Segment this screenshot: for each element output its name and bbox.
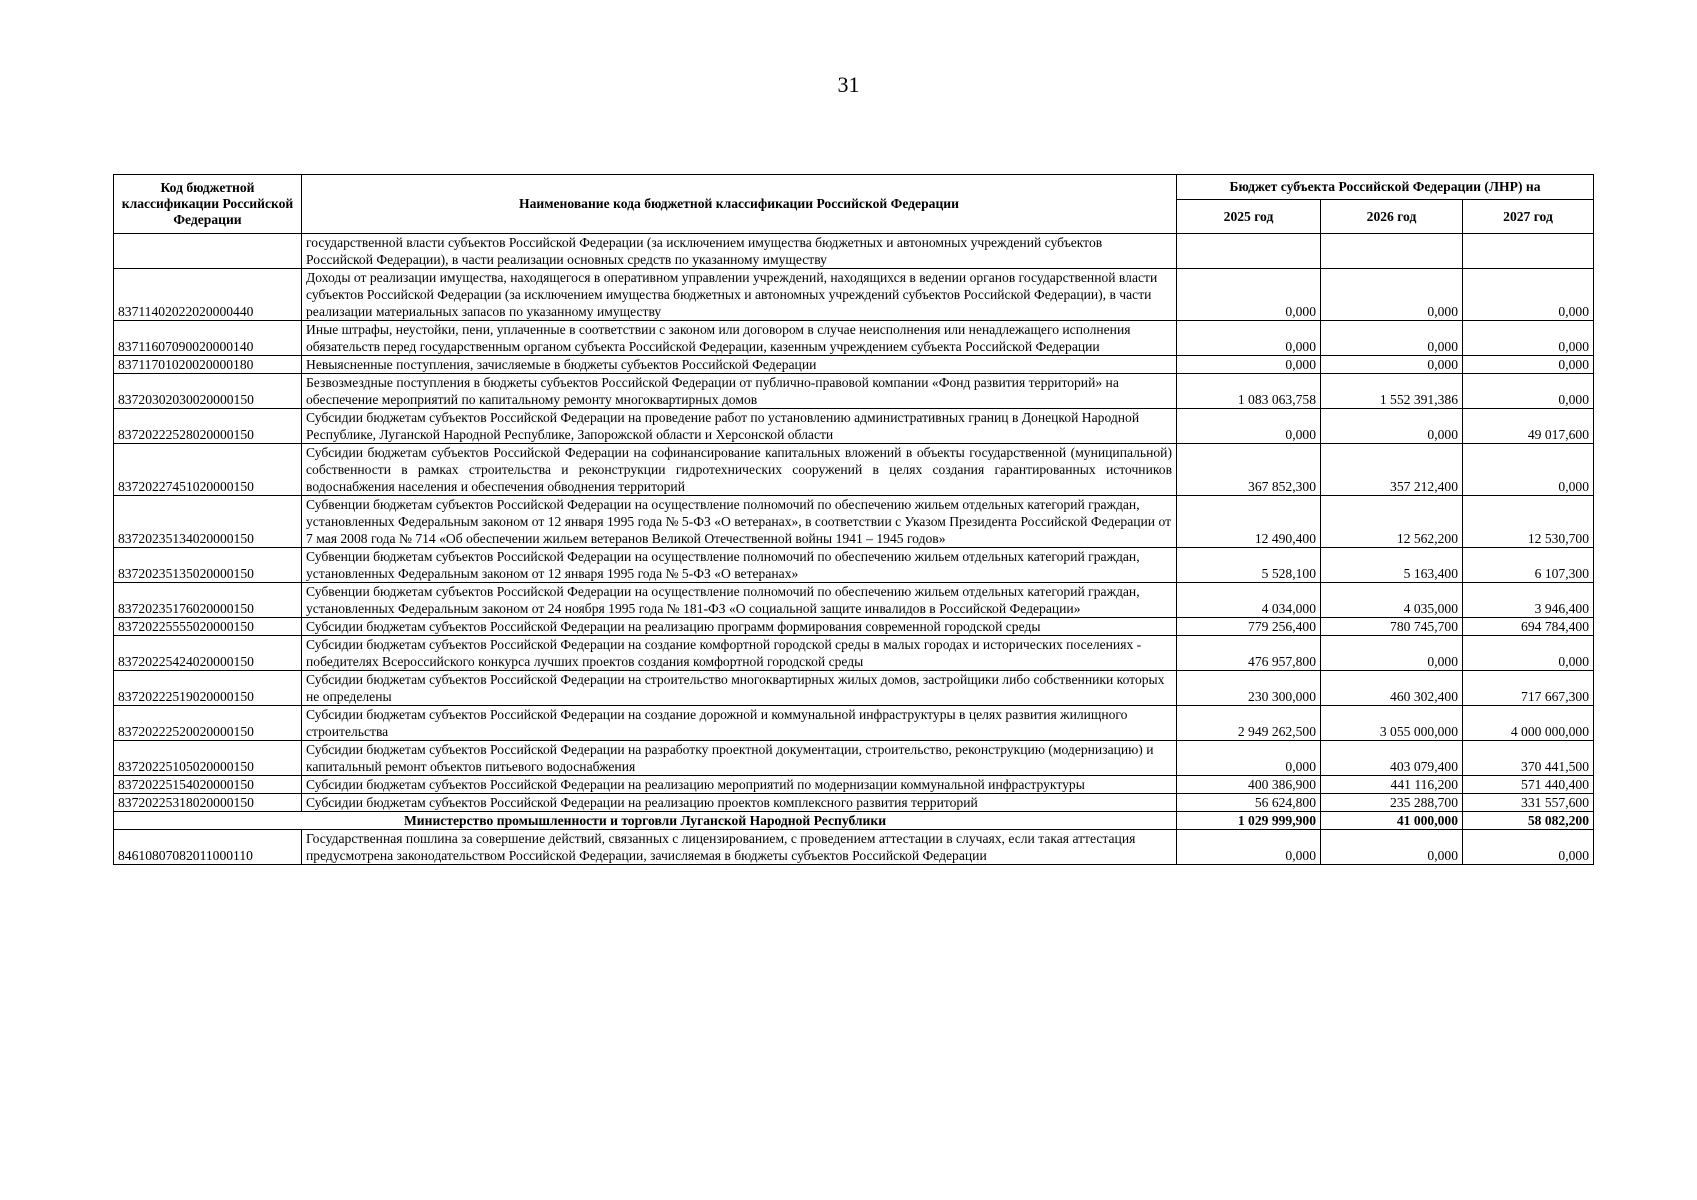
amount-2026-cell: 403 079,400 — [1321, 741, 1463, 776]
amount-2025-cell: 367 852,300 — [1177, 444, 1321, 496]
amount-2027-cell: 6 107,300 — [1463, 548, 1594, 583]
code-name-cell: Субсидии бюджетам субъектов Российской Федерации на создание комфортной городской среды в малых городах и исторических поселениях - победителях Всероссийского конкурса лучших проектов создания комфортной городской среды — [302, 636, 1177, 671]
amount-2026-cell: 460 302,400 — [1321, 671, 1463, 706]
amount-2026-cell: 780 745,700 — [1321, 618, 1463, 636]
code-name-cell: Невыясненные поступления, зачисляемые в бюджеты субъектов Российской Федерации — [302, 356, 1177, 374]
table-row — [114, 496, 1594, 548]
table-row — [114, 548, 1594, 583]
amount-2026-cell: 235 288,700 — [1321, 794, 1463, 812]
amount-2025-cell: 0,000 — [1177, 269, 1321, 321]
table-row — [114, 671, 1594, 706]
code-name-cell: Субсидии бюджетам субъектов Российской Федерации на разработку проектной документации, строительство, реконструкцию (модернизацию) и капитальный ремонт объектов питьевого водоснабжения — [302, 741, 1177, 776]
amount-2027-cell: 0,000 — [1463, 374, 1594, 409]
budget-code-cell: 83720227451020000150 — [114, 444, 302, 496]
budget-code-cell: 84610807082011000110 — [114, 830, 302, 865]
amount-2027-cell: 694 784,400 — [1463, 618, 1594, 636]
table-row — [114, 776, 1594, 794]
table-row — [114, 356, 1594, 374]
amount-2027-cell: 370 441,500 — [1463, 741, 1594, 776]
budget-code-cell: 83711607090020000140 — [114, 321, 302, 356]
budget-code-cell: 83720225105020000150 — [114, 741, 302, 776]
amount-2027-cell: 571 440,400 — [1463, 776, 1594, 794]
section-total-row — [114, 812, 1594, 830]
code-name-cell: Субсидии бюджетам субъектов Российской Федерации на проведение работ по установлению административных границ в Донецкой Народной Республике, Луганской Народной Республике, Запорожской области и Херсонской области — [302, 409, 1177, 444]
budget-code-cell — [114, 234, 302, 269]
code-name-cell: Безвозмездные поступления в бюджеты субъектов Российской Федерации от публично-правовой компании «Фонд развития территорий» на обеспечение мероприятий по капитальному ремонту многоквартирных домов — [302, 374, 1177, 409]
amount-2026-cell: 1 552 391,386 — [1321, 374, 1463, 409]
header-year-2025: 2025 год — [1177, 200, 1321, 234]
budget-code-cell: 83720222519020000150 — [114, 671, 302, 706]
table-row — [114, 583, 1594, 618]
table-row — [114, 409, 1594, 444]
amount-2027-cell: 4 000 000,000 — [1463, 706, 1594, 741]
amount-2025-cell: 1 029 999,900 — [1177, 812, 1321, 830]
budget-code-cell: 83711402022020000440 — [114, 269, 302, 321]
budget-code-cell: 83720302030020000150 — [114, 374, 302, 409]
header-name: Наименование кода бюджетной классификации Российской Федерации — [302, 175, 1177, 234]
code-name-cell: Субсидии бюджетам субъектов Российской Федерации на реализацию мероприятий по модернизации коммунальной инфраструктуры — [302, 776, 1177, 794]
budget-code-cell: 83720235134020000150 — [114, 496, 302, 548]
amount-2025-cell: 56 624,800 — [1177, 794, 1321, 812]
code-name-cell: Субвенции бюджетам субъектов Российской Федерации на осуществление полномочий по обеспечению жильем отдельных категорий граждан, установленных Федеральным законом от 24 ноября 1995 года № 181-ФЗ «О социальной защите инвалидов в Российской Федерации» — [302, 583, 1177, 618]
table-row — [114, 636, 1594, 671]
amount-2027-cell: 0,000 — [1463, 269, 1594, 321]
amount-2027-cell: 12 530,700 — [1463, 496, 1594, 548]
table-row — [114, 444, 1594, 496]
amount-2025-cell: 0,000 — [1177, 741, 1321, 776]
amount-2026-cell: 0,000 — [1321, 409, 1463, 444]
code-name-cell: Иные штрафы, неустойки, пени, уплаченные в соответствии с законом или договором в случае неисполнения или ненадлежащего исполнения обязательств перед государственным органом субъекта Российской Федерации, казенным учреждением субъекта Российской Федерации — [302, 321, 1177, 356]
code-name-cell: Субвенции бюджетам субъектов Российской Федерации на осуществление полномочий по обеспечению жильем отдельных категорий граждан, установленных Федеральным законом от 12 января 1995 года № 5-ФЗ «О ветеранах» — [302, 548, 1177, 583]
amount-2025-cell: 1 083 063,758 — [1177, 374, 1321, 409]
budget-code-cell: 83720235135020000150 — [114, 548, 302, 583]
amount-2025-cell: 0,000 — [1177, 356, 1321, 374]
page-number: 31 — [837, 72, 860, 97]
budget-code-cell: 83720222528020000150 — [114, 409, 302, 444]
code-name-cell: Субсидии бюджетам субъектов Российской Федерации на реализацию программ формирования современной городской среды — [302, 618, 1177, 636]
budget-code-cell: 83720225555020000150 — [114, 618, 302, 636]
code-name-cell: Доходы от реализации имущества, находящегося в оперативном управлении учреждений, находящихся в ведении органов государственной власти субъектов Российской Федерации (за исключением имущества бюджетных и автономных учреждений субъектов Российской Федерации), в части реализации материальных запасов по указанному имуществу — [302, 269, 1177, 321]
header-year-2026: 2026 год — [1321, 200, 1463, 234]
section-title: Министерство промышленности и торговли Луганской Народной Республики — [114, 812, 1177, 830]
amount-2025-cell: 0,000 — [1177, 409, 1321, 444]
amount-2027-cell: 0,000 — [1463, 321, 1594, 356]
amount-2026-cell: 441 116,200 — [1321, 776, 1463, 794]
table-row — [114, 706, 1594, 741]
amount-2026-cell: 0,000 — [1321, 269, 1463, 321]
amount-2025-cell: 400 386,900 — [1177, 776, 1321, 794]
amount-2027-cell: 49 017,600 — [1463, 409, 1594, 444]
code-name-cell: государственной власти субъектов Российской Федерации (за исключением имущества бюджетных и автономных учреждений субъектов Российской Федерации), в части реализации основных средств по указанному имуществу — [302, 234, 1177, 269]
amount-2026-cell: 3 055 000,000 — [1321, 706, 1463, 741]
amount-2027-cell: 58 082,200 — [1463, 812, 1594, 830]
table-row — [114, 794, 1594, 812]
budget-code-cell: 83711701020020000180 — [114, 356, 302, 374]
amount-2027-cell: 0,000 — [1463, 444, 1594, 496]
amount-2027-cell: 0,000 — [1463, 830, 1594, 865]
amount-2025-cell: 0,000 — [1177, 830, 1321, 865]
header-year-2027: 2027 год — [1463, 200, 1594, 234]
code-name-cell: Государственная пошлина за совершение действий, связанных с лицензированием, с проведением аттестации в случаях, если такая аттестация предусмотрена законодательством Российской Федерации, зачисляемая в бюджеты субъектов Российской Федерации — [302, 830, 1177, 865]
amount-2025-cell: 779 256,400 — [1177, 618, 1321, 636]
amount-2026-cell: 0,000 — [1321, 321, 1463, 356]
table-row — [114, 830, 1594, 865]
header-code: Код бюджетной классификации Российской Федерации — [114, 175, 302, 234]
budget-code-cell: 83720235176020000150 — [114, 583, 302, 618]
amount-2026-cell — [1321, 234, 1463, 269]
table-row — [114, 618, 1594, 636]
budget-code-cell: 83720225318020000150 — [114, 794, 302, 812]
code-name-cell: Субсидии бюджетам субъектов Российской Федерации на софинансирование капитальных вложений в объекты государственной (муниципальной) собственности в рамках строительства и реконструкции гидротехнических сооружений в целях создания гарантированных источников водоснабжения населения и обеспечения обводнения территорий — [302, 444, 1177, 496]
amount-2027-cell: 0,000 — [1463, 356, 1594, 374]
table-row — [114, 321, 1594, 356]
budget-code-cell: 83720225154020000150 — [114, 776, 302, 794]
amount-2025-cell: 476 957,800 — [1177, 636, 1321, 671]
code-name-cell: Субсидии бюджетам субъектов Российской Федерации на создание дорожной и коммунальной инфраструктуры в целях развития жилищного строительства — [302, 706, 1177, 741]
amount-2026-cell: 12 562,200 — [1321, 496, 1463, 548]
header-budget: Бюджет субъекта Российской Федерации (ЛНР) на — [1177, 175, 1594, 200]
amount-2026-cell: 4 035,000 — [1321, 583, 1463, 618]
budget-code-cell: 83720222520020000150 — [114, 706, 302, 741]
table-row — [114, 234, 1594, 269]
table-row — [114, 741, 1594, 776]
amount-2027-cell: 0,000 — [1463, 636, 1594, 671]
amount-2025-cell — [1177, 234, 1321, 269]
budget-code-cell: 83720225424020000150 — [114, 636, 302, 671]
table-body — [114, 234, 1594, 865]
amount-2025-cell: 12 490,400 — [1177, 496, 1321, 548]
amount-2026-cell: 357 212,400 — [1321, 444, 1463, 496]
amount-2025-cell: 230 300,000 — [1177, 671, 1321, 706]
code-name-cell: Субсидии бюджетам субъектов Российской Федерации на реализацию проектов комплексного развития территорий — [302, 794, 1177, 812]
code-name-cell: Субвенции бюджетам субъектов Российской Федерации на осуществление полномочий по обеспечению жильем отдельных категорий граждан, установленных Федеральным законом от 12 января 1995 года № 5-ФЗ «О ветеранах», в соответствии с Указом Президента Российской Федерации от 7 мая 2008 года № 714 «Об обеспечении жильем ветеранов Великой Отечественной войны 1941 – 1945 годов» — [302, 496, 1177, 548]
code-name-cell: Субсидии бюджетам субъектов Российской Федерации на строительство многоквартирных жилых домов, застройщики либо собственники которых не определены — [302, 671, 1177, 706]
amount-2027-cell: 717 667,300 — [1463, 671, 1594, 706]
amount-2027-cell: 331 557,600 — [1463, 794, 1594, 812]
table-row — [114, 269, 1594, 321]
amount-2025-cell: 4 034,000 — [1177, 583, 1321, 618]
amount-2027-cell: 3 946,400 — [1463, 583, 1594, 618]
amount-2026-cell: 0,000 — [1321, 356, 1463, 374]
amount-2025-cell: 0,000 — [1177, 321, 1321, 356]
amount-2026-cell: 41 000,000 — [1321, 812, 1463, 830]
amount-2026-cell: 0,000 — [1321, 636, 1463, 671]
amount-2027-cell — [1463, 234, 1594, 269]
amount-2026-cell: 5 163,400 — [1321, 548, 1463, 583]
amount-2025-cell: 5 528,100 — [1177, 548, 1321, 583]
budget-table — [113, 174, 1594, 865]
amount-2026-cell: 0,000 — [1321, 830, 1463, 865]
table-row — [114, 374, 1594, 409]
amount-2025-cell: 2 949 262,500 — [1177, 706, 1321, 741]
